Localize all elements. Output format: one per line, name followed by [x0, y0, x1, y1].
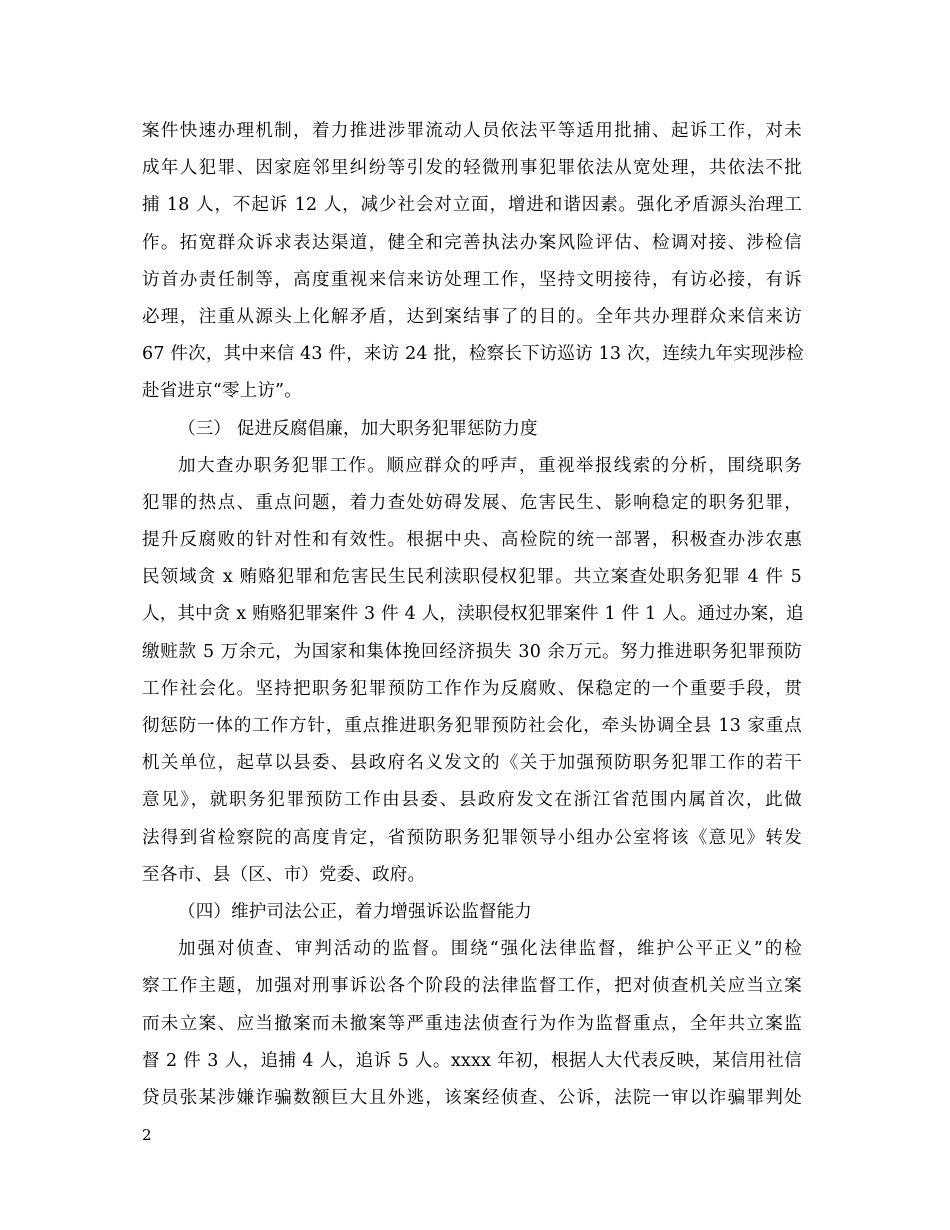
body-text [142, 113, 805, 1117]
text-line: 工作社会化。坚持把职务犯罪预防工作作为反腐败、保稳定的一个重要手段，贯 [142, 678, 802, 699]
text-line: 机关单位，起草以县委、县政府名义发文的《关于加强预防职务犯罪工作的若干 [142, 753, 802, 774]
text-line: 加大查办职务犯罪工作。顺应群众的呼声，重视举报线索的分析，围绕职务 [178, 455, 802, 476]
text-line: 犯罪的热点、重点问题，着力查处妨碍发展、危害民生、影响稳定的职务犯罪， [142, 492, 802, 513]
text-line: 作。拓宽群众诉求表达渠道，健全和完善执法办案风险评估、检调对接、涉检信 [142, 232, 802, 253]
text-line: 法得到省检察院的高度肯定，省预防职务犯罪领导小组办公室将该《意见》转发 [142, 827, 802, 848]
text-line: 而未立案、应当撤案而未撤案等严重违法侦查行为作为监督重点，全年共立案监 [142, 1013, 802, 1034]
page-number: 2 [142, 1126, 152, 1144]
text-line: 案件快速办理机制，着力推进涉罪流动人员依法平等适用批捕、起诉工作，对未 [142, 121, 802, 141]
text-line: 缴赃款 5 万余元，为国家和集体挽回经济损失 30 余万元。努力推进职务犯罪预防 [142, 641, 802, 662]
text-line: 提升反腐败的针对性和有效性。根据中央、高检院的统一部署，积极查办涉农惠 [142, 530, 802, 551]
text-line: 彻惩防一体的工作方针，重点推进职务犯罪预防社会化，牵头协调全县 13 家重点 [142, 716, 802, 736]
text-line: 人，其中贪 x 贿赂犯罪案件 3 件 4 人，渎职侵权犯罪案件 1 件 1 人。通过办案，追 [142, 604, 804, 625]
text-line: 察工作主题，加强对刑事诉讼各个阶段的法律监督工作，把对侦查机关应当立案 [142, 976, 802, 997]
text-line: 成年人犯罪、因家庭邻里纠纷等引发的轻微刑事犯罪依法从宽处理，共依法不批 [142, 158, 802, 179]
text-line: （三） 促进反腐倡廉，加大职务犯罪惩防力度 [178, 418, 538, 439]
text-line: 必理，注重从源头上化解矛盾，达到案结事了的目的。全年共办理群众来信来访 [142, 306, 802, 327]
text-line: 访首办责任制等，高度重视来信来访处理工作，坚持文明接待，有访必接，有诉 [142, 269, 802, 290]
text-line: 至各市、县（区、市）党委、政府。 [142, 864, 426, 885]
text-line: 67 件次，其中来信 43 件，来访 24 批，检察长下访巡访 13 次，连续九年实现涉检 [142, 344, 805, 365]
text-line: 民领域贪 x 贿赂犯罪和危害民生民利渎职侵权犯罪。共立案查处职务犯罪 4 件 5 [142, 567, 802, 588]
text-line: 督 2 件 3 人，追捕 4 人，追诉 5 人。xxxx 年初，根据人大代表反映，某信用社信 [142, 1050, 802, 1071]
text-line: 捕 18 人，不起诉 12 人，减少社会对立面，增进和谐因素。强化矛盾源头治理工 [142, 195, 802, 216]
text-line: 贷员张某涉嫌诈骗数额巨大且外逃，该案经侦查、公诉，法院一审以诈骗罪判处 [142, 1087, 802, 1108]
text-line: 赴省进京“零上访”。 [142, 381, 302, 402]
text-line: 意见》，就职务犯罪预防工作由县委、县政府发文在浙江省范围内属首次，此做 [142, 790, 802, 811]
text-line: （四）维护司法公正，着力增强诉讼监督能力 [178, 901, 532, 922]
text-line: 加强对侦查、审判活动的监督。围绕“强化法律监督，维护公平正义”的检 [178, 939, 802, 960]
